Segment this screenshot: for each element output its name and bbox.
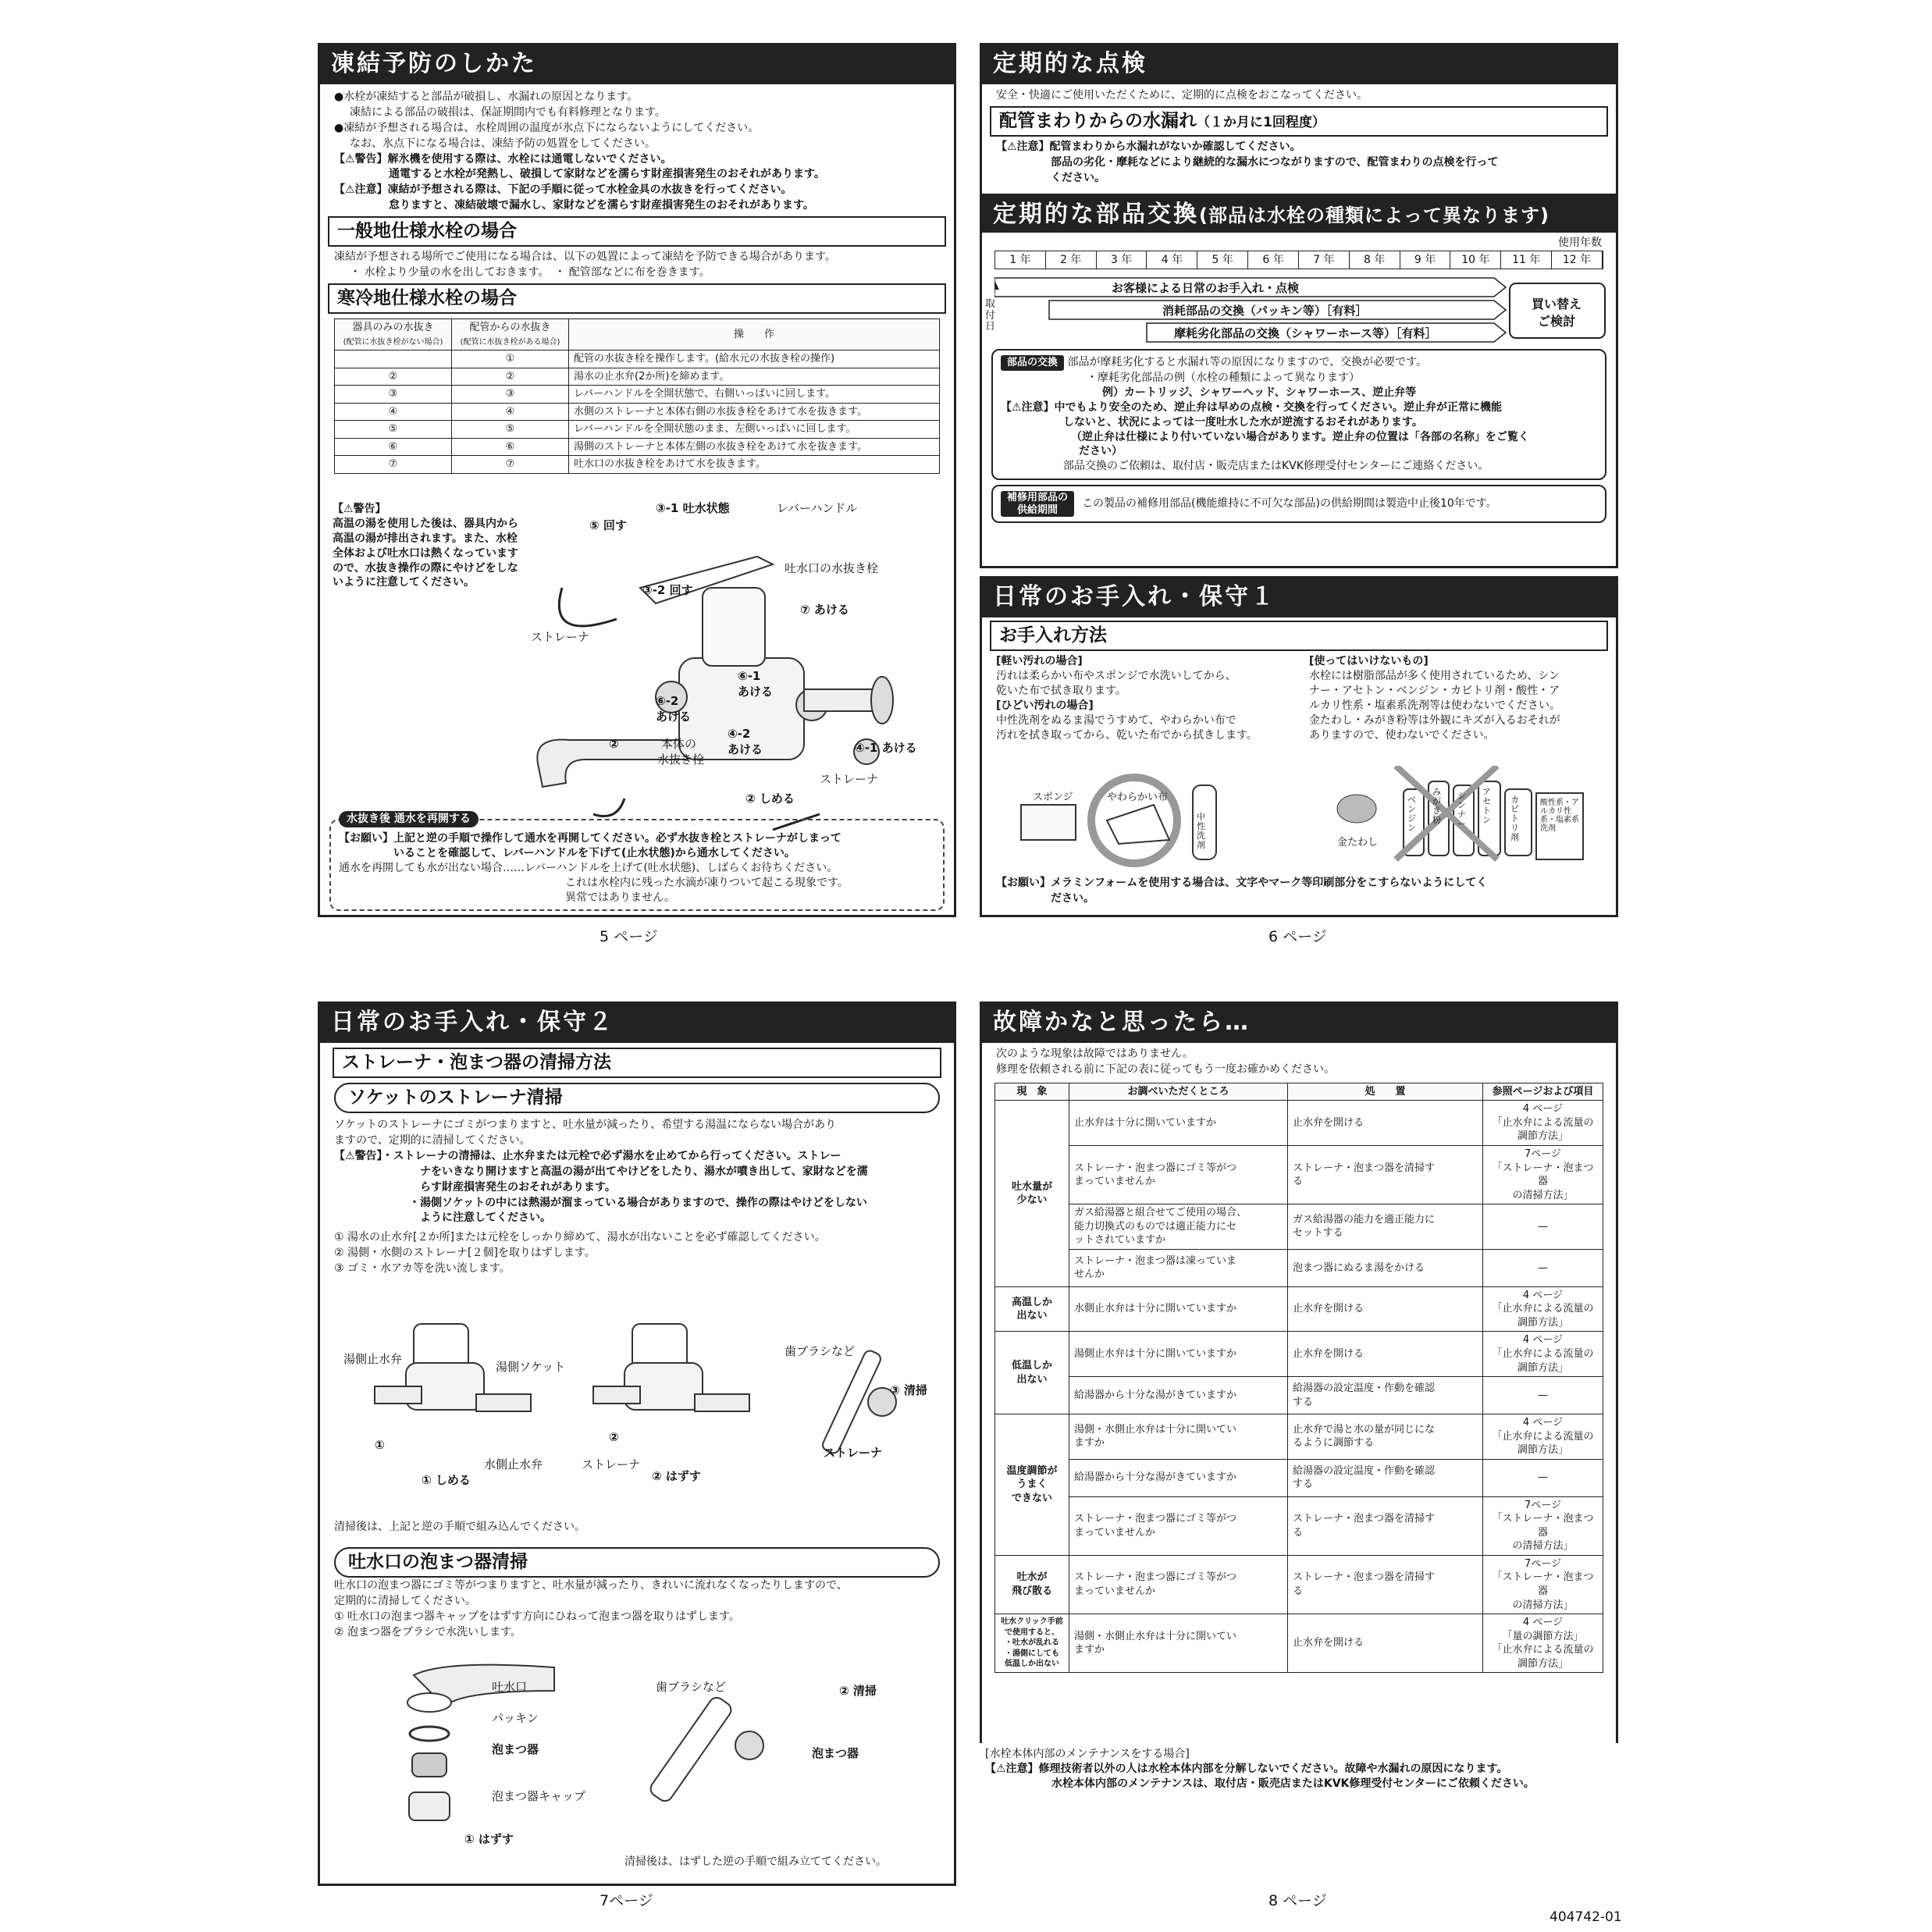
daily-care-1-title: 日常のお手入れ・保守１	[982, 578, 1616, 617]
drain-table-row: ④ ④ 水側のストレーナと本体右側の水抜き栓をあけて水を抜きます。	[335, 403, 940, 421]
warning-text: 【⚠警告】解氷機を使用する際は、水栓には通電しないでください。	[334, 152, 672, 165]
consumable-arrow: 消耗部品の交換（パッキン等）［有料］	[1162, 304, 1368, 318]
page-8: 故障かなと思ったら… 次のような現象は故障ではありません。 修理を依頼される前に下記の表に従ってもう一度お確かめください。 現 象 お調べいただくところ 処 置 参照ページおよび項目 吐水量が 少ない 止水弁は十分に開いていますか 止水弁を開ける 4 ページ 「止水弁による流量の 調節方法」 ストレーナ・泡まつ器にゴミ等がつ まっていませんか ストレーナ・泡まつ器を清掃す る 7ページ 「ストレーナ・泡まつ器 の清掃方法」 ガス給湯器と組合せてご使用の場合、 能力切換式のものでは適正能力にセ ットされていますか ガス給湯器の能力を適正能力に セットする — ストレーナ・泡まつ器は凍っていま せんか 泡まつ器にぬるま湯をかける — 高温しか 出ない 水側止水弁は十分に開いていますか 止水弁を開ける 4 ページ 「止水弁による流量の 調節方法」 低温しか 出ない 湯側止水弁は十分に開いていますか 止水弁を開ける 4 ページ 「止水弁による流量の 調節方法」 給湯器から十分な湯がきていますか 給湯器の設定温度・作動を確認 する — 温度調節が うまく できない 湯側・水側止水弁は十分に開いてい ますか 止水弁で湯と水の量が同じにな るように調節する 4 ページ 「止水弁による流量の 調節方法」 給湯器から十分な湯がきていますか 給湯器の設定温度・作動を確認 する — ストレーナ・泡まつ器にゴミ等がつ まっていませんか ストレーナ・泡まつ器を清掃す る 7ページ 「ストレーナ・泡まつ器 の清掃方法」 吐水が 飛び散る ストレーナ・泡まつ器にゴミ等がつ まっていませんか ストレーナ・泡まつ器を清掃す る 7ページ 「ストレーナ・泡まつ器 の清掃方法」 吐水クリック手前 で使用すると、 ・吐水が乱れる ・湯側にしても 低温しか出ない 湯側・水側止水弁は十分に開いてい ますか 止水弁を開ける 4 ページ 「量の調節方法」 「止水弁による流量の 調節方法」	[980, 1002, 1618, 1743]
page-6: 定期的な点検 安全・快適にご使用いただくために、定期的に点検をおこなってください。 配管まわりからの水漏れ（１か月に1回程度） 【⚠注意】配管まわりから水漏れがないか確認してください。 部品の劣化・摩耗などにより継続的な漏水につながりますので、配管まわりの点検を行って ください。 定期的な部品交換(部品は水栓の種類によって異なります) 使用年数 1 年 2 年 3 年 4 年 5 年 6 年 7 年 8 年 9 年 10 年 11 年 12 年 お客様による日常のお手入れ・点検 消耗部品の交換（パッキン等）［有料］ 摩耗劣化部品の交換（シャワーホース等）［有料］ 買い替え ご検討 取付日 部品の交換 部品が摩耗劣化すると水漏れ等の原因になりますので、交換が必要です。 ・摩耗劣化部品の例（水栓の種類によって異なります） 例）カートリッジ、シャワーヘッド、シャワーホース、逆止弁等 【⚠注意】中でもより安全のため、逆止弁は早めの点検・交換を行ってください。逆止弁が正常に機能 しないと、状況によっては一度吐水した水が逆流するおそれがあります。 （逆止弁は仕様により付いていない場合があります。逆止弁の位置は「各部の名称」をご覧く ださい） 部品交換のご依頼は、取付店・販売店またはKVK修理受付センターにご連絡ください。 補修用部品の 供給期間 この製品の補修用部品(機能維持に不可欠な部品)の供給期間は製造中止後10年です。	[980, 43, 1618, 568]
replacement-timeline	[985, 274, 1603, 344]
year-cell: 4 年	[1147, 251, 1197, 269]
page-5: 凍結予防のしかた ●水栓が凍結すると部品が破損し、水漏れの原因となります。 凍結による部品の破損は、保証期間内でも有料修理となります。 ●凍結が予想される場合は、水栓周囲の温度が氷点下にならないようにしてください。 なお、氷点下になる場合は、凍結予防の処置をしてください。 【⚠警告】解氷機を使用する際は、水栓には通電しないでください。 通電すると水栓が発熱し、破損して家財などを濡らす財産損害発生のおそれがあります。 【⚠注意】凍結が予想される際は、下記の手順に従って水栓金具の水抜きを行ってください。 怠りますと、凍結破壊で漏水し、家財などを濡らす財産損害発生のおそれがあります。 一般地仕様水栓の場合 凍結が予想される場所でご使用になる場合は、以下の処置によって凍結を予防できる場合があります。 ・ 水栓より少量の水を出しておきます。 ・ 配管部などに布を巻きます。 寒冷地仕様水栓の場合 器具のみの水抜き (配管に水抜き栓がない場合) 配管からの水抜き (配管に水抜き栓がある場合) 操 作 ① 配管の水抜き栓を操作します。(給水元の水抜き栓の操作) ② ② 湯水の止水弁(2か所)を締めます。 ③ ③ レバーハンドルを全開状態で、右側いっぱいに回します。 ④ ④ 水側のストレーナと本体右側の水抜き栓をあけて水を抜きます。 ⑤ ⑤ レバーハンドルを全開状態のまま、左側いっぱいに回します。 ⑥ ⑥ 湯側のストレーナと本体左側の水抜き栓をあけて水を抜きます。 ⑦ ⑦ 吐水口の水抜き栓をあけて水を抜きます。 【⚠警告】 高温の湯を使用した後は、器具内から 高温の湯が排出されます。また、水栓 全体および吐水口は熱くなっています ので、水抜き操作の際にやけどをしな いように注意してください。 ③-1 吐水状態 レバーハンドル ⑤ 回す 吐水口の水抜き栓 ③-2 回す ⑦ あける ストレーナ ⑥-1 あける ⑥-2 あける ④-2 あける ④-1 あける ② 本体の 水抜き栓 ストレーナ ② しめる 水抜き後 通水を再開する 【お願い】上記と逆の手順で操作して通水を再開してください。必ず水抜き栓とストレーナがしまって いることを確認して、レバーハンドルを下げて(止水状態)から通水してください。 通水を再開しても水が出ない場合……レバーハンドルを上げて(吐水状態)、しばらくお待ちください。 これは水栓内に残った水滴が凍りついて起こる現象です。 異常ではありません。	[318, 43, 956, 917]
inspection-title: 定期的な点検	[982, 45, 1616, 84]
socket-strainer-heading: ソケットのストレーナ清掃	[334, 1083, 940, 1113]
troubleshooting-table: 現 象 お調べいただくところ 処 置 参照ページおよび項目 吐水量が 少ない 止水弁は十分に開いていますか 止水弁を開ける 4 ページ 「止水弁による流量の 調節方法」 ストレーナ・泡まつ器にゴミ等がつ まっていませんか ストレーナ・泡まつ器を清掃す る 7ページ 「ストレーナ・泡まつ器 の清掃方法」 ガス給湯器と組合せてご使用の場合、 能力切換式のものでは適正能力にセ ットされていますか ガス給湯器の能力を適正能力に セットする — ストレーナ・泡まつ器は凍っていま せんか 泡まつ器にぬるま湯をかける — 高温しか 出ない 水側止水弁は十分に開いていますか 止水弁を開ける 4 ページ 「止水弁による流量の 調節方法」 低温しか 出ない 湯側止水弁は十分に開いていますか 止水弁を開ける 4 ページ 「止水弁による流量の 調節方法」 給湯器から十分な湯がきていますか 給湯器の設定温度・作動を確認 する — 温度調節が うまく できない 湯側・水側止水弁は十分に開いてい ますか 止水弁で湯と水の量が同じにな るように調節する 4 ページ 「止水弁による流量の 調節方法」 給湯器から十分な湯がきていますか 給湯器の設定温度・作動を確認 する — ストレーナ・泡まつ器にゴミ等がつ まっていませんか ストレーナ・泡まつ器を清掃す る 7ページ 「ストレーナ・泡まつ器 の清掃方法」 吐水が 飛び散る ストレーナ・泡まつ器にゴミ等がつ まっていませんか ストレーナ・泡まつ器を清掃す る 7ページ 「ストレーナ・泡まつ器 の清掃方法」 吐水クリック手前 で使用すると、 ・吐水が乱れる ・湯側にしても 低温しか出ない 湯側・水側止水弁は十分に開いてい ますか 止水弁を開ける 4 ページ 「量の調節方法」 「止水弁による流量の 調節方法」	[994, 1083, 1603, 1674]
drain-table: 器具のみの水抜き (配管に水抜き栓がない場合) 配管からの水抜き (配管に水抜き栓がある場合) 操 作 ① 配管の水抜き栓を操作します。(給水元の水抜き栓の操作) ② ② 湯水の止水弁(2か所)を締めます。 ③ ③ レバーハンドルを全開状態で、右側いっぱいに回します。 ④ ④ 水側のストレーナと本体右側の水抜き栓をあけて水を抜きます。 ⑤ ⑤ レバーハンドルを全開状態のまま、左側いっぱいに回します。 ⑥ ⑥ 湯側のストレーナと本体左側の水抜き栓をあけて水を抜きます。 ⑦ ⑦ 吐水口の水抜き栓をあけて水を抜きます。	[334, 318, 940, 474]
fig-label: 本体の	[661, 737, 697, 751]
drain-table-row: ① 配管の水抜き栓を操作します。(給水元の水抜き栓の操作)	[335, 350, 940, 368]
symptom-cell: 吐水が 飛び散る	[995, 1555, 1069, 1614]
symptom-cell: 高温しか 出ない	[995, 1286, 1069, 1332]
care-method-subtitle: お手入れ方法	[990, 621, 1608, 651]
fig-label: ③-2 回す	[642, 583, 693, 597]
fig-label: ⑥-1	[738, 669, 761, 683]
troubleshooting-title: 故障かなと思ったら…	[982, 1004, 1616, 1043]
page-6-care: 日常のお手入れ・保守１ お手入れ方法 [軽い汚れの場合] 汚れは柔らかい布やスポンジで水洗いしてから、 乾いた布で拭き取ります。 [ひどい汚れの場合] 中性洗剤をぬるま湯でうすめて、やわらかい布で 汚れを拭き取ってから、乾いた布でから拭きします。 [使ってはいけないもの] 水栓には樹脂部品が多く使用されているため、シン ナー・アセトン・ベンジン・カビトリ剤・酸性・ア ルカリ性系・塩素系洗剤等は使わないでください。 金たわし・みがき粉等は外観にキズが入るおそれが ありますので、使わないでください。 スポンジ やわらかい布 中性洗剤 金たわし ベンジン みがき粉 シンナー アセトン カビトリ剤 酸性系・アルカリ性系・塩素系洗剤 【お願い】メラミンフォームを使用する場合は、文字やマーク等印刷部分をこすらないようにしてく ださい。	[980, 576, 1618, 917]
fig-label: ② しめる	[745, 792, 795, 806]
symptom-cell: 吐水量が 少ない	[995, 1101, 1069, 1286]
drain-table-row: ⑤ ⑤ レバーハンドルを全開状態のまま、左側いっぱいに回します。	[335, 421, 940, 439]
year-cell: 12 年	[1552, 251, 1603, 269]
fig-label: あける	[738, 685, 774, 699]
year-cell: 3 年	[1097, 251, 1147, 269]
drain-table-row: ③ ③ レバーハンドルを全開状態で、右側いっぱいに回します。	[335, 386, 940, 404]
years-row	[994, 251, 1603, 270]
page-number-6: 6 ページ	[1268, 928, 1327, 945]
table-row: 温度調節が うまく できない 湯側・水側止水弁は十分に開いてい ますか 止水弁で湯と水の量が同じにな るように調節する 4 ページ 「止水弁による流量の 調節方法」	[995, 1414, 1603, 1460]
fig-label: 水抜き栓	[657, 753, 705, 767]
year-cell: 6 年	[1248, 251, 1299, 269]
cloth-label: やわらかい布	[1107, 792, 1169, 803]
leak-subtitle: 配管まわりからの水漏れ（１か月に1回程度）	[990, 106, 1608, 137]
buy-new-label: 買い替え ご検討	[1531, 297, 1582, 329]
fig-label: あける	[656, 710, 692, 724]
table-row: 給湯器から十分な湯がきていますか 給湯器の設定温度・作動を確認 する —	[995, 1459, 1603, 1496]
year-cell: 9 年	[1400, 251, 1451, 269]
year-cell: 7 年	[1299, 251, 1350, 269]
table-row: 低温しか 出ない 湯側止水弁は十分に開いていますか 止水弁を開ける 4 ページ 「止水弁による流量の 調節方法」	[995, 1332, 1603, 1377]
caution-text: 【⚠注意】凍結が予想される際は、下記の手順に従って水栓金具の水抜きを行ってください。	[334, 183, 792, 197]
table-row: ガス給湯器と組合せてご使用の場合、 能力切換式のものでは適正能力にセ ットされていますか ガス給湯器の能力を適正能力に セットする —	[995, 1204, 1603, 1250]
table-row: ストレーナ・泡まつ器にゴミ等がつ まっていませんか ストレーナ・泡まつ器を清掃す る 7ページ 「ストレーナ・泡まつ器 の清掃方法」	[995, 1496, 1603, 1555]
detergent-label: 中性洗剤	[1197, 812, 1205, 851]
parts-exchange-box: 部品の交換 部品が摩耗劣化すると水漏れ等の原因になりますので、交換が必要です。 ・摩耗劣化部品の例（水栓の種類によって異なります） 例）カートリッジ、シャワーヘッド、シャワーホース、逆止弁等 【⚠注意】中でもより安全のため、逆止弁は早めの点検・交換を行ってください。逆止弁が正常に機能 しないと、状況によっては一度吐水した水が逆流するおそれがあります。 （逆止弁は仕様により付いていない場合があります。逆止弁の位置は「各部の名称」をご覧く ださい） 部品交換のご依頼は、取付店・販売店またはKVK修理受付センターにご連絡ください。	[991, 349, 1606, 480]
table-row: 吐水クリック手前 で使用すると、 ・吐水が乱れる ・湯側にしても 低温しか出ない 湯側・水側止水弁は十分に開いてい ますか 止水弁を開ける 4 ページ 「量の調節方法」 「止水弁による流量の 調節方法」	[995, 1614, 1603, 1673]
table-row: ストレーナ・泡まつ器は凍っていま せんか 泡まつ器にぬるま湯をかける —	[995, 1249, 1603, 1286]
fig-label: 吐水口の水抜き栓	[785, 561, 879, 575]
year-cell: 2 年	[1046, 251, 1097, 269]
parts-replacement-title: 定期的な部品交換(部品は水栓の種類によって異なります)	[982, 194, 1616, 233]
year-cell: 8 年	[1350, 251, 1400, 269]
fig-label: ⑤ 回す	[589, 518, 627, 532]
symptom-cell: 低温しか 出ない	[995, 1332, 1069, 1414]
table-row: 吐水が 飛び散る ストレーナ・泡まつ器にゴミ等がつ まっていませんか ストレーナ・泡まつ器を清掃す る 7ページ 「ストレーナ・泡まつ器 の清掃方法」	[995, 1555, 1603, 1614]
year-cell: 5 年	[1197, 251, 1248, 269]
section-general: 一般地仕様水栓の場合	[328, 216, 946, 247]
drain-table-row: ② ② 湯水の止水弁(2か所)を締めます。	[335, 368, 940, 386]
page-7: 日常のお手入れ・保守２ ストレーナ・泡まつ器の清掃方法 ソケットのストレーナ清掃 ソケットのストレーナにゴミがつまりますと、吐水量が減ったり、希望する湯温にならない場合があり ますので、定期的に清掃してください。 【⚠警告】・ストレーナの清掃は、止水弁または元栓で必ず湯水を止めてから行ってください。ストレー ナをいきなり開けますと高温の湯が出てやけどをしたり、湯水が噴き出して、家財などを濡 らす財産損害発生のおそれがあります。 ・湯側ソケットの中には熱湯が溜まっている場合がありますので、操作の際はやけどをしない ように注意してください。 ① 湯水の止水弁[２か所]または元栓をしっかり締めて、湯水が出ないことを必ず確認してください。 ② 湯側・水側のストレーナ[２個]を取りはずします。 ③ ゴミ・水アカ等を洗い流します。 湯側止水弁 湯側ソケット ① 水側止水弁 ① しめる ② ストレーナ ② はずす 歯ブラシなど ③ 清掃 ストレーナ 清掃後は、上記と逆の手順で組み込んでください。 吐水口の泡まつ器清掃 吐水口の泡まつ器にゴミ等がつまりますと、吐水量が減ったり、きれいに流れなくなったりしますので、 定期的に清掃してください。 ① 吐水口の泡まつ器キャップをはずす方向にひねって泡まつ器を取りはずします。 ② 泡まつ器をブラシで水洗いします。 吐水口 パッキン 泡まつ器 泡まつ器キャップ ① はずす 歯ブラシなど ② 清掃 泡まつ器 清掃後は、はずした逆の手順で組み立ててください。	[318, 1002, 956, 1886]
fig-label: ストレーナ	[820, 772, 879, 786]
year-cell: 10 年	[1450, 251, 1501, 269]
melamine-request: 【お願い】メラミンフォームを使用する場合は、文字やマーク等印刷部分をこすらないようにしてく	[996, 877, 1488, 889]
sponge-label: スポンジ	[1033, 792, 1073, 803]
freeze-intro: ●水栓が凍結すると部品が破損し、水漏れの原因となります。 凍結による部品の破損は、保証期間内でも有料修理となります。 ●凍結が予想される場合は、水栓周囲の温度が氷点下にならないようにしてください。 なお、氷点下になる場合は、凍結予防の処置をしてください。 【⚠警告】解氷機を使用する際は、水栓には通電しないでください。 通電すると水栓が発熱し、破損して家財などを濡らす財産損害発生のおそれがあります。 【⚠注意】凍結が予想される際は、下記の手順に従って水栓金具の水抜きを行ってください。 怠りますと、凍結破壊で漏水し、家財などを濡らす財産損害発生のおそれがあります。	[320, 84, 954, 213]
symptom-cell: 吐水クリック手前 で使用すると、 ・吐水が乱れる ・湯側にしても 低温しか出ない	[995, 1614, 1069, 1673]
daily-care-arrow: お客様による日常のお手入れ・点検	[1112, 281, 1300, 296]
daily-care-2-title: 日常のお手入れ・保守２	[320, 1004, 954, 1043]
fig-label: ⑦ あける	[800, 603, 849, 617]
year-cell: 11 年	[1501, 251, 1552, 269]
section-cold-region: 寒冷地仕様水栓の場合	[328, 283, 946, 314]
fig-label: ②	[609, 737, 619, 751]
table-row: 高温しか 出ない 水側止水弁は十分に開いていますか 止水弁を開ける 4 ページ 「止水弁による流量の 調節方法」	[995, 1286, 1603, 1332]
page-number-7: 7ページ	[600, 1892, 653, 1909]
spout-aerator-heading: 吐水口の泡まつ器清掃	[334, 1547, 940, 1578]
cleaning-subtitle: ストレーナ・泡まつ器の清掃方法	[333, 1048, 941, 1078]
hot-water-warning: 【⚠警告】 高温の湯を使用した後は、器具内から 高温の湯が排出されます。また、水栓 全体および吐水口は熱くなっています ので、水抜き操作の際にやけどをしな いように注意してください。	[333, 503, 518, 589]
fig-label: ⑥-2	[656, 694, 679, 708]
page-5-title: 凍結予防のしかた	[320, 45, 954, 84]
install-day-label: 取付日	[985, 298, 996, 333]
fig-label: ストレーナ	[531, 630, 590, 644]
table-row: ストレーナ・泡まつ器にゴミ等がつ まっていませんか ストレーナ・泡まつ器を清掃す る 7ページ 「ストレーナ・泡まつ器 の清掃方法」	[995, 1145, 1603, 1204]
faucet-drain-illustration	[500, 502, 937, 853]
fig-label: ④-2	[728, 727, 751, 741]
document-code: 404742-01	[1550, 1909, 1622, 1925]
resume-water-box: 水抜き後 通水を再開する 【お願い】上記と逆の手順で操作して通水を再開してください。必ず水抜き栓とストレーナがしまって いることを確認して、レバーハンドルを下げて(止水状態)から通水してください。 通水を再開しても水が出ない場合……レバーハンドルを上げて(吐水状態)、しばらくお待ちください。 これは水栓内に残った水滴が凍りついて起こる現象です。 異常ではありません。	[329, 819, 945, 911]
cleaning-items-illustration	[1013, 766, 1591, 867]
internal-maintenance-note: [水栓本体内部のメンテナンスをする場合] 【⚠注意】修理技術者以外の人は水栓本体内部を分解しないでください。故障や水漏れの原因になります。 水栓本体内部のメンテナンスは、取付店・販売店またはKVK修理受付センターにご依頼ください。	[985, 1748, 1535, 1790]
supply-period-box: 補修用部品の 供給期間 この製品の補修用部品(機能維持に不可欠な部品)の供給期間は製造中止後10年です。	[991, 485, 1606, 523]
drain-table-row: ⑦ ⑦ 吐水口の水抜き栓をあけて水を抜きます。	[335, 456, 940, 474]
year-cell: 1 年	[995, 251, 1046, 269]
page-number-5: 5 ページ	[600, 928, 658, 945]
fig-label: レバーハンドル	[777, 501, 858, 515]
symptom-cell: 温度調節が うまく できない	[995, 1414, 1069, 1556]
fig-label: あける	[728, 742, 763, 756]
drain-table-row: ⑥ ⑥ 湯側のストレーナと本体左側の水抜き栓をあけて水を抜きます。	[335, 438, 940, 456]
page-number-8: 8 ページ	[1268, 1892, 1327, 1909]
steel-wool-label: 金たわし	[1337, 837, 1379, 849]
fig-label: ④-1 あける	[855, 741, 917, 755]
table-row: 給湯器から十分な湯がきていますか 給湯器の設定温度・作動を確認 する —	[995, 1377, 1603, 1414]
fig-label: ③-1 吐水状態	[656, 501, 730, 515]
wear-parts-arrow: 摩耗劣化部品の交換（シャワーホース等）［有料］	[1174, 326, 1437, 341]
table-row: 吐水量が 少ない 止水弁は十分に開いていますか 止水弁を開ける 4 ページ 「止水弁による流量の 調節方法」	[995, 1101, 1603, 1146]
